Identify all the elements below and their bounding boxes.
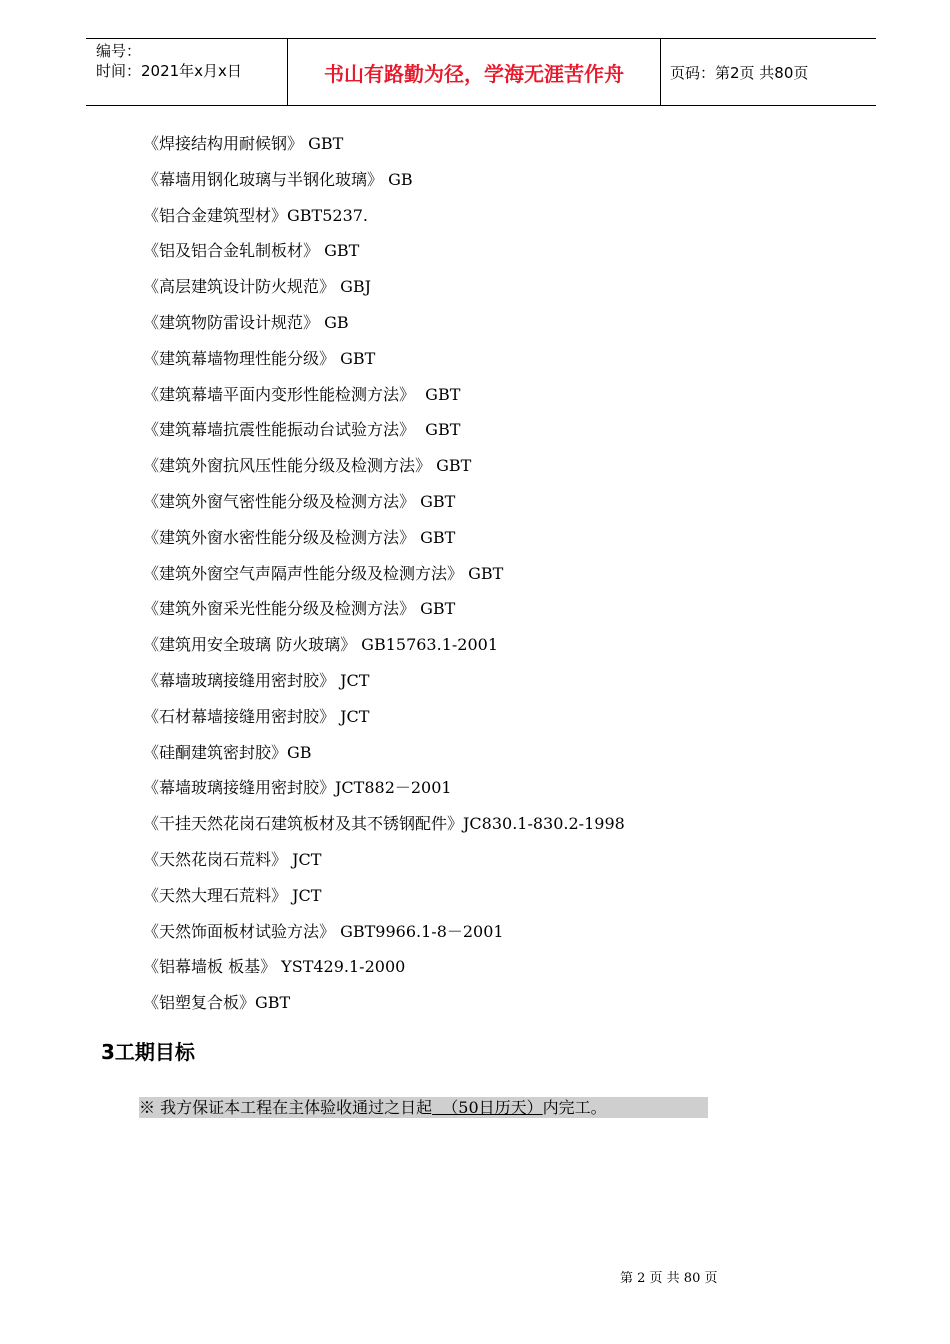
page-header [86,38,876,106]
reference-item: 《铝塑复合板》GBT [143,993,291,1012]
reference-item: 《焊接结构用耐候钢》 GBT [143,134,344,153]
reference-item: 《铝幕墙板 板基》 YST429.1-2000 [143,957,406,976]
reference-item: 《天然饰面板材试验方法》 GBT9966.1-8－2001 [143,922,504,941]
reference-item: 《建筑外窗空气声隔声性能分级及检测方法》 GBT [143,564,504,583]
reference-item: 《建筑外窗气密性能分级及检测方法》 GBT [143,492,456,511]
header-time-label: 时间：2021年x月x日 [96,62,242,80]
reference-item: 《建筑用安全玻璃 防火玻璃》 GB15763.1-2001 [143,635,499,654]
reference-item: 《建筑外窗采光性能分级及检测方法》 GBT [143,599,456,618]
reference-item: 《幕墙用钢化玻璃与半钢化玻璃》 GB [143,170,413,189]
reference-item: 《建筑物防雷设计规范》 GB [143,313,349,332]
note-suffix: 内完工。 [542,1098,607,1117]
reference-item: 《幕墙玻璃接缝用密封胶》JCT882－2001 [143,778,452,797]
reference-item: 《硅酮建筑密封胶》GB [143,743,312,762]
note-duration: （50日历天） [432,1098,543,1117]
schedule-note [139,1097,708,1118]
reference-item: 《铝及铝合金轧制板材》 GBT [143,241,360,260]
reference-item: 《建筑外窗水密性能分级及检测方法》 GBT [143,528,456,547]
header-page-label: 页码：第2页 共80页 [670,63,809,82]
reference-item: 《高层建筑设计防火规范》 GBJ [143,277,372,296]
reference-item: 《石材幕墙接缝用密封胶》 JCT [143,707,370,726]
reference-item: 《天然花岗石荒料》 JCT [143,850,322,869]
reference-item: 《建筑幕墙平面内变形性能检测方法》 GBT [143,385,461,404]
reference-item: 《幕墙玻璃接缝用密封胶》 JCT [143,671,370,690]
reference-item: 《铝合金建筑型材》GBT5237. [143,206,369,225]
header-info [86,39,287,105]
reference-item: 《建筑幕墙抗震性能振动台试验方法》 GBT [143,420,461,439]
reference-item: 《建筑幕墙物理性能分级》 GBT [143,349,376,368]
section-title: 3工期目标 [101,1040,195,1064]
header-motto: 书山有路勤为径，学海无涯苦作舟 [287,39,661,105]
reference-item: 《建筑外窗抗风压性能分级及检测方法》 GBT [143,456,472,475]
reference-item: 《干挂天然花岗石建筑板材及其不锈钢配件》JC830.1-830.2-1998 [143,814,625,833]
note-prefix: ※ 我方保证本工程在主体验收通过之日起 [139,1098,433,1117]
reference-item: 《天然大理石荒料》 JCT [143,886,322,905]
header-number-label: 编号： [96,42,142,60]
page-footer: 第 2 页 共 80 页 [620,1271,718,1286]
